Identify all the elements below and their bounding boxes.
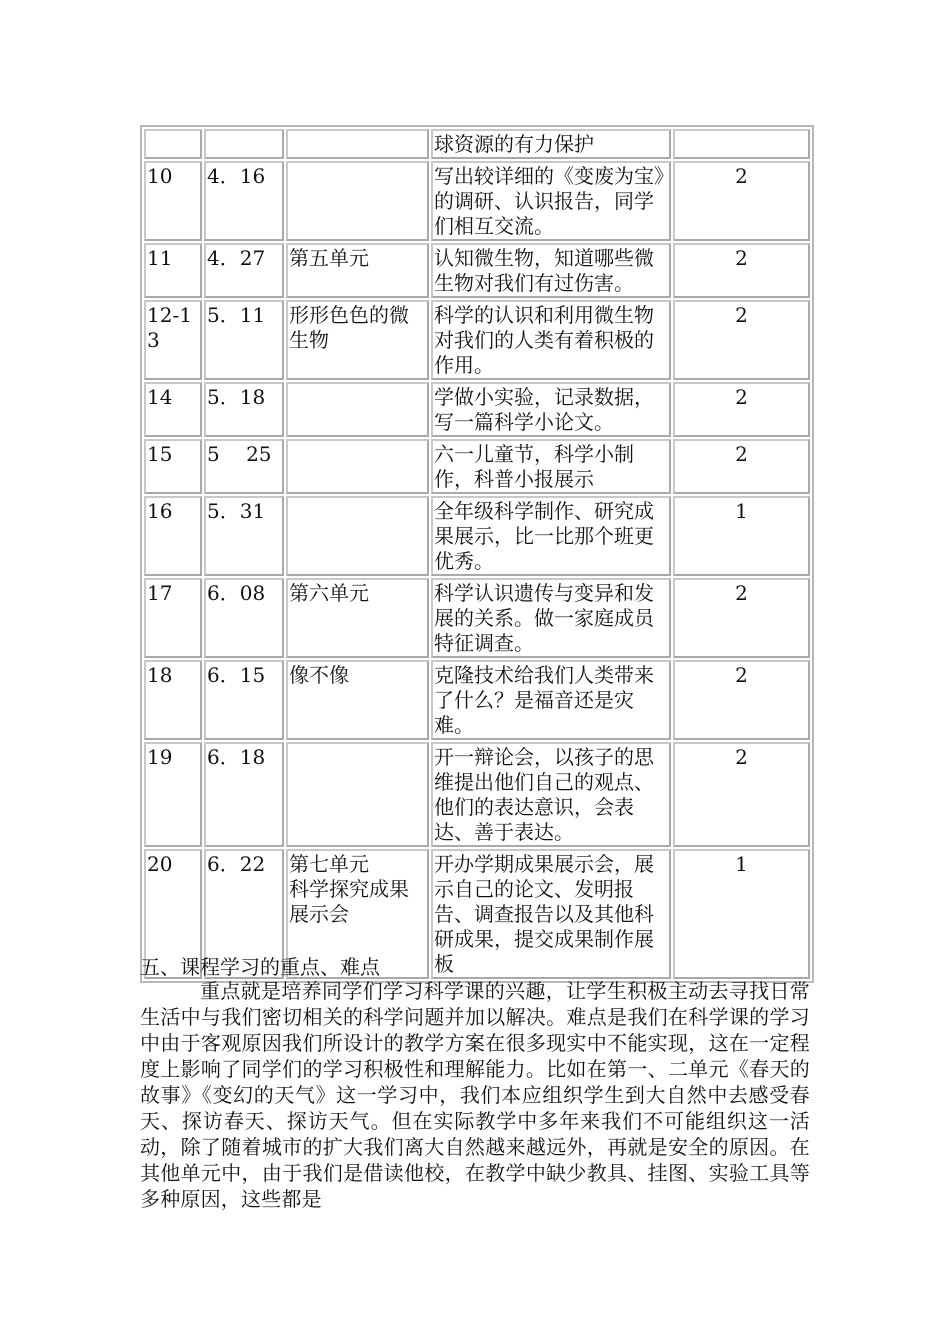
cell-week: 19: [144, 742, 202, 847]
cell-unit: [286, 742, 429, 847]
cell-week: 12-13: [144, 300, 202, 380]
cell-hours: 2: [673, 161, 810, 241]
table-row: [144, 129, 810, 159]
cell-week: 15: [144, 439, 202, 494]
cell-unit: 形形色色的微生物: [286, 300, 429, 380]
cell-content: 学做小实验，记录数据，写一篇科学小论文。: [431, 382, 671, 437]
cell-content: 科学的认识和利用微生物对我们的人类有着积极的作用。: [431, 300, 671, 380]
table-row: [144, 660, 810, 740]
table-row: [144, 382, 810, 437]
cell-date: 5．31: [204, 496, 284, 576]
cell-week: 16: [144, 496, 202, 576]
cell-week: 14: [144, 382, 202, 437]
cell-week: 10: [144, 161, 202, 241]
cell-unit: 像不像: [286, 660, 429, 740]
cell-unit: [286, 439, 429, 494]
table-row: [144, 578, 810, 658]
cell-hours: 2: [673, 578, 810, 658]
cell-content: 科学认识遗传与变异和发展的关系。做一家庭成员特征调查。: [431, 578, 671, 658]
cell-hours: 2: [673, 300, 810, 380]
cell-date: 6．22: [204, 849, 284, 979]
cell-date: [204, 129, 284, 159]
table-row: [144, 742, 810, 847]
cell-content: 开办学期成果展示会，展示自己的论文、发明报告、调查报告以及其他科研成果，提交成果制作展板: [431, 849, 671, 979]
cell-date: 5．18: [204, 382, 284, 437]
table-row: [144, 300, 810, 380]
cell-content: 认知微生物，知道哪些微生物对我们有过伤害。: [431, 243, 671, 298]
section-paragraph: 重点就是培养同学们学习科学课的兴趣，让学生积极主动去寻找日常生活中与我们密切相关的科学问题并加以解决。难点是我们在科学课的学习中由于客观原因我们所设计的教学方案在很多现实中不能实现，这在一定程度上影响了同学们的学习积极性和理解能力。比如在第一、二单元《春天的故事》《变幻的天气》这一学习中，我们本应组织学生到大自然中去感受春天、探访春天、探访天气。但在实际教学中多年来我们不可能组织这一活动，除了随着城市的扩大我们离大自然越来越远外，再就是安全的原因。在其他单元中，由于我们是借读他校，在教学中缺少教具、挂图、实验工具等多种原因，这些都是: [140, 979, 810, 1211]
cell-unit: [286, 161, 429, 241]
schedule-table-body: [144, 129, 810, 979]
cell-hours: 2: [673, 439, 810, 494]
cell-week: 18: [144, 660, 202, 740]
cell-hours: 1: [673, 496, 810, 576]
schedule-table: [140, 125, 814, 983]
cell-hours: 2: [673, 243, 810, 298]
table-row: [144, 243, 810, 298]
cell-unit: [286, 496, 429, 576]
cell-unit: 第六单元: [286, 578, 429, 658]
cell-date: 5 25: [204, 439, 284, 494]
cell-hours: 2: [673, 382, 810, 437]
cell-date: 6．18: [204, 742, 284, 847]
cell-date: 4．27: [204, 243, 284, 298]
cell-unit: [286, 129, 429, 159]
cell-hours: 2: [673, 742, 810, 847]
cell-date: 6．15: [204, 660, 284, 740]
cell-date: 5．11: [204, 300, 284, 380]
cell-week: 11: [144, 243, 202, 298]
cell-content: 球资源的有力保护: [431, 129, 671, 159]
cell-content: 写出较详细的《变废为宝》的调研、认识报告，同学们相互交流。: [431, 161, 671, 241]
cell-unit: [286, 382, 429, 437]
cell-week: 17: [144, 578, 202, 658]
cell-week: [144, 129, 202, 159]
cell-content: 克隆技术给我们人类带来了什么？是福音还是灾难。: [431, 660, 671, 740]
cell-content: 六一儿童节，科学小制作，科普小报展示: [431, 439, 671, 494]
cell-hours: 2: [673, 660, 810, 740]
cell-date: 4．16: [204, 161, 284, 241]
cell-content: 全年级科学制作、研究成果展示，比一比那个班更优秀。: [431, 496, 671, 576]
cell-unit: 第七单元 科学探究成果展示会: [286, 849, 429, 979]
table-row: [144, 439, 810, 494]
cell-content: 开一辩论会，以孩子的思维提出他们自己的观点、他们的表达意识，会表达、善于表达。: [431, 742, 671, 847]
table-row: [144, 161, 810, 241]
section-heading: 五、课程学习的重点、难点: [140, 955, 380, 979]
cell-week: 20: [144, 849, 202, 979]
cell-date: 6．08: [204, 578, 284, 658]
table-row: [144, 496, 810, 576]
cell-hours: [673, 129, 810, 159]
cell-hours: 1: [673, 849, 810, 979]
cell-unit: 第五单元: [286, 243, 429, 298]
